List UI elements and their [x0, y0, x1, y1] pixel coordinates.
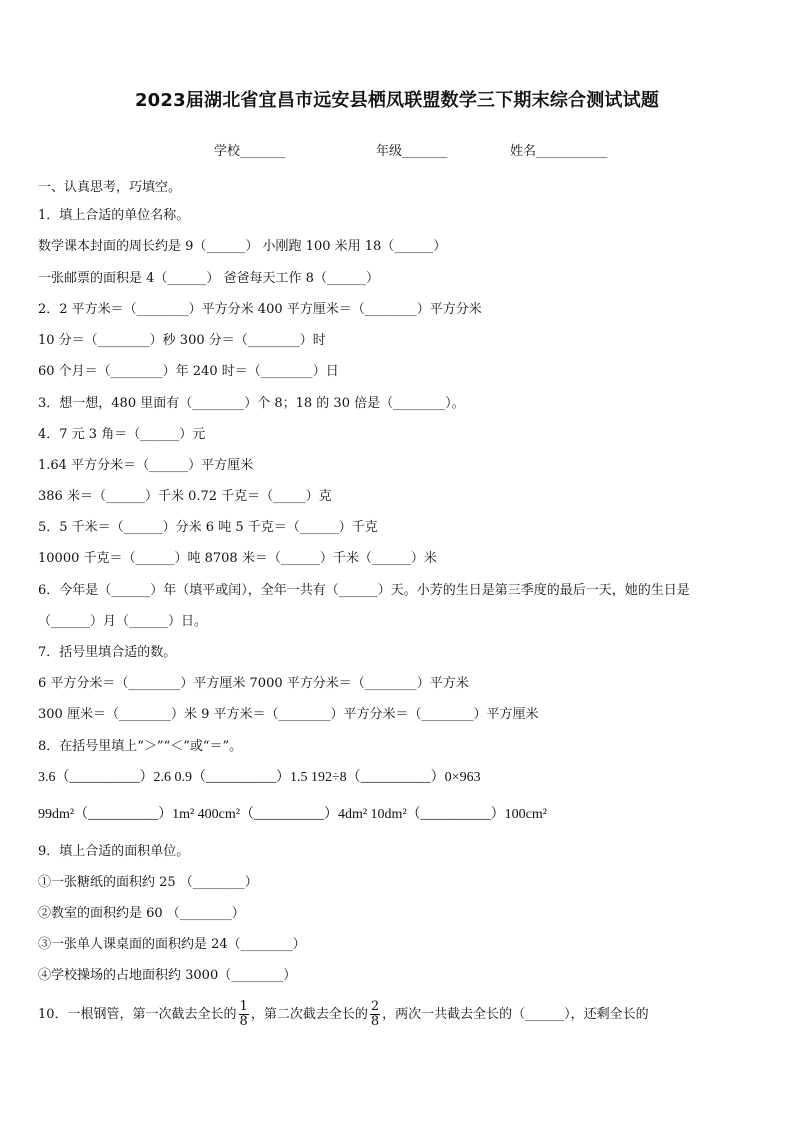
- question-8-line-2: 99dm²（__________）1m² 400cm²（__________）4dm² 10dm²（__________）100cm²: [38, 807, 547, 822]
- question-7-line-1: 6 平方分米＝（________）平方厘米 7000 平方分米＝（________）平方米: [38, 676, 469, 691]
- fraction-2-denominator: 8: [370, 1014, 380, 1029]
- question-6-line-1: 6．今年是（______）年（填平或闰），全年一共有（______）天。小芳的生日是第三季度的最后一天，她的生日是: [38, 583, 690, 598]
- page-title: 2023届湖北省宜昌市远安县栖凤联盟数学三下期末综合测试试题: [134, 90, 660, 111]
- question-5-line-2: 10000 千克＝（______）吨 8708 米＝（______）千米（______）米: [38, 551, 437, 566]
- fraction-one-eighth: [239, 1000, 249, 1029]
- question-4-line-3: 386 米＝（______）千米 0.72 千克＝（_____）克: [38, 489, 332, 504]
- question-10-text-3: ，两次一共截去全长的（______），还剩全长的: [382, 1007, 649, 1022]
- question-10-text-2: ，第二次截去全长的: [250, 1007, 368, 1022]
- question-7-title: 7．括号里填合适的数。: [38, 645, 177, 660]
- school-field[interactable]: [214, 140, 286, 159]
- question-10: [38, 1000, 649, 1029]
- question-10-text-1: 10．一根钢管，第一次截去全长的: [38, 1007, 237, 1022]
- grade-blank[interactable]: _______: [402, 144, 448, 159]
- question-1-line-2: 一张邮票的面积是 4（______） 爸爸每天工作 8（______）: [38, 271, 379, 286]
- question-9-item-3: ③一张单人课桌面的面积约是 24（________）: [38, 937, 306, 952]
- question-2-line-3: 60 个月＝（________）年 240 时＝（________）日: [38, 364, 339, 379]
- question-1-title: 1．填上合适的单位名称。: [38, 208, 190, 223]
- fraction-1-denominator: 8: [239, 1014, 248, 1029]
- question-9-item-4: ④学校操场的占地面积约 3000（________）: [38, 968, 297, 983]
- fraction-2-numerator: 2: [370, 999, 380, 1014]
- question-5-line-1: 5．5 千米＝（______）分米 6 吨 5 千克＝（______）千克: [38, 520, 378, 535]
- question-9-title: 9．填上合适的面积单位。: [38, 844, 190, 859]
- question-6-line-2: （______）月（______）日。: [38, 614, 208, 629]
- question-2-line-2: 10 分＝（________）秒 300 分＝（________）时: [38, 333, 326, 348]
- question-8-line-1: 3.6（__________）2.6 0.9（__________）1.5 192÷8（__________）0×963: [38, 770, 481, 785]
- school-label: 学校: [214, 144, 241, 159]
- question-3: 3．想一想，480 里面有（________）个 8；18 的 30 倍是（________）。: [38, 396, 465, 411]
- name-field[interactable]: [510, 140, 608, 159]
- question-7-line-2: 300 厘米＝（________）米 9 平方米＝（________）平方分米＝（________）平方厘米: [38, 707, 539, 722]
- name-label: 姓名: [510, 144, 537, 159]
- school-blank[interactable]: _______: [240, 144, 286, 159]
- question-2-line-1: 2．2 平方米＝（________）平方分米 400 平方厘米＝（________）平方分米: [38, 302, 482, 317]
- fraction-1-numerator: 1: [239, 999, 248, 1014]
- question-9-item-1: ①一张糖纸的面积约 25 （________）: [38, 875, 258, 890]
- name-blank[interactable]: ___________: [536, 144, 608, 159]
- question-4-line-1: 4．7 元 3 角＝（______）元: [38, 427, 206, 442]
- grade-label: 年级: [376, 144, 403, 159]
- fraction-two-eighths: [370, 1000, 380, 1029]
- grade-field[interactable]: [376, 140, 448, 159]
- question-8-title: 8．在括号里填上“＞”“＜”或“＝”。: [38, 739, 243, 754]
- question-1-line-1: 数学课本封面的周长约是 9（______） 小刚跑 100 米用 18（______）: [38, 239, 447, 254]
- question-9-item-2: ②教室的面积约是 60 （________）: [38, 906, 245, 921]
- section-heading: 一、认真思考，巧填空。: [38, 180, 182, 195]
- question-4-line-2: 1.64 平方分米＝（______）平方厘米: [38, 458, 254, 473]
